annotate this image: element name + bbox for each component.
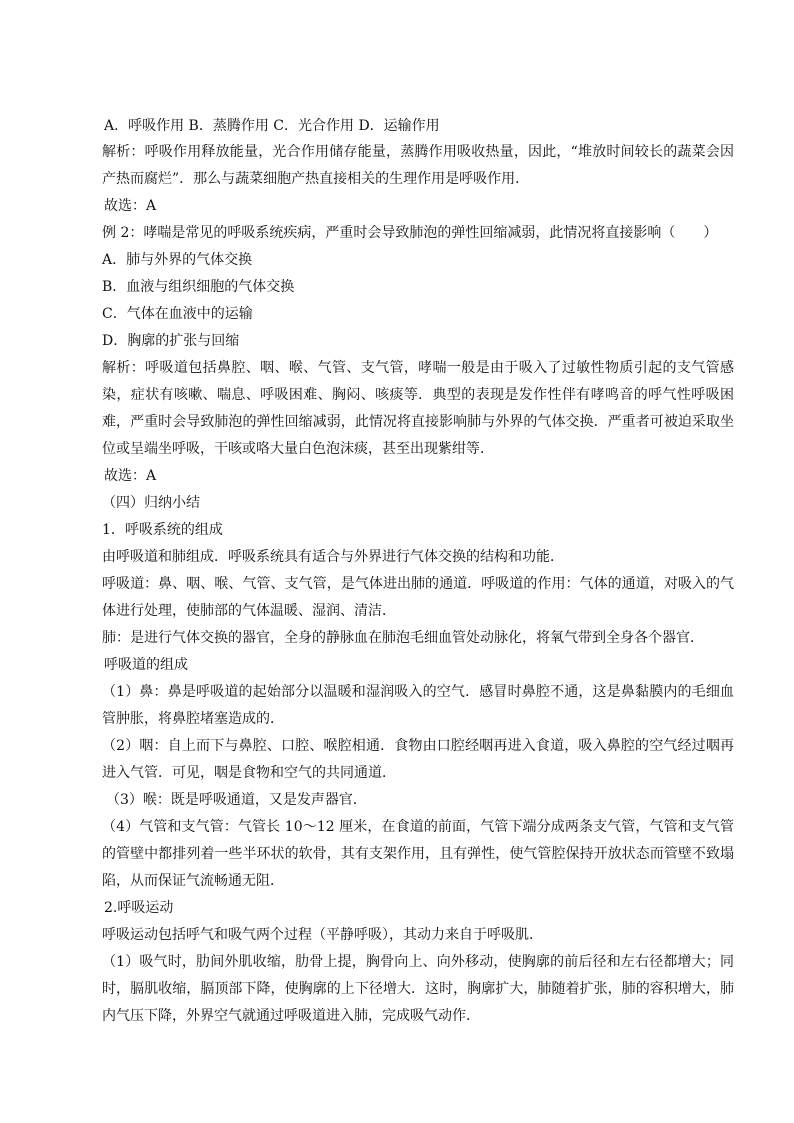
paragraph-lung: 肺：是进行气体交换的器官，全身的静脉血在肺泡毛细血管处动脉化，将氧气带到全身各个器官．	[102, 630, 704, 646]
paragraph-composition: 由呼吸道和肺组成．呼吸系统具有适合与外界进行气体交换的结构和功能．	[102, 549, 564, 565]
subheading-respiratory-system: 1．呼吸系统的组成	[102, 522, 223, 538]
section-heading-summary: （四）归纳小结	[102, 495, 200, 511]
subheading-airway-composition: 呼吸道的组成	[104, 657, 188, 673]
paragraph-airway: 呼吸道：鼻、咽、喉、气管、支气管，是气体进出肺的通道．呼吸道的作用：气体的通道，对吸入的气体进行处理，使肺部的气体温暖、湿润、清洁．	[102, 576, 734, 619]
paragraph-trachea: （4）气管和支气管：气管长 10～12 厘米，在食道的前面，气管下端分成两条支气管，气管和支气管的管壁中都排列着一些半环状的软骨，其有支架作用，且有弹性，使气管腔保持开放状态而管壁不致塌陷，从而保证气流畅通无阻．	[102, 819, 734, 889]
option-line: A．呼吸作用 B．蒸腾作用 C．光合作用 D．运输作用	[104, 118, 440, 134]
subheading-breathing-movement: 2.呼吸运动	[104, 900, 174, 916]
paragraph-pharynx: （2）咽：自上而下与鼻腔、口腔、喉腔相通．食物由口腔经咽再进入食道，吸入鼻腔的空气经过咽再进入气管．可见，咽是食物和空气的共同通道．	[102, 738, 734, 781]
paragraph-nose: （1）鼻：鼻是呼吸道的起始部分以温暖和湿润吸入的空气．感冒时鼻腔不通，这是鼻黏膜内的毛细血管肿胀，将鼻腔堵塞造成的．	[102, 684, 734, 727]
answer-line-2: 故选：A	[104, 468, 157, 484]
document-body	[102, 113, 734, 1030]
paragraph-larynx: （3）喉：既是呼吸通道，又是发声器官．	[106, 792, 367, 808]
analysis-paragraph: 解析：呼吸作用释放能量，光合作用储存能量，蒸腾作用吸收热量，因此，“堆放时间较长的蔬菜会因产热而腐烂”．那么与蔬菜细胞产热直接相关的生理作用是呼吸作用．	[102, 144, 734, 187]
option-c: C．气体在血液中的运输	[102, 306, 253, 322]
option-d: D．胸廓的扩张与回缩	[102, 333, 240, 349]
analysis-paragraph-2: 解析：呼吸道包括鼻腔、咽、喉、气管、支气管，哮喘一般是由于吸入了过敏性物质引起的支气管感染，症状有咳嗽、喘息、呼吸困难、胸闷、咳痰等．典型的表现是发作性伴有哮鸣音的呼气性呼吸困难，严重时会导致肺泡的弹性回缩减弱，此情况将直接影响肺与外界的气体交换．严重者可被迫采取坐位或呈端坐呼吸，干咳或咯大量白色泡沫痰，甚至出现紫绀等．	[102, 360, 734, 457]
option-b: B．血液与组织细胞的气体交换	[102, 279, 295, 295]
answer-line: 故选：A	[104, 198, 157, 214]
example-question: 例 2：哮喘是常见的呼吸系统疾病，严重时会导致肺泡的弹性回缩减弱，此情况将直接影响（ ）	[102, 225, 718, 241]
option-a: A．肺与外界的气体交换	[102, 252, 253, 268]
paragraph-breathing-intro: 呼吸运动包括呼气和吸气两个过程（平静呼吸），其动力来自于呼吸肌．	[102, 927, 543, 943]
paragraph-inhalation: （1）吸气时，肋间外肌收缩，肋骨上提，胸骨向上、向外移动，使胸廓的前后径和左右径都增大；同时，膈肌收缩，膈顶部下降，使胸廓的上下径增大．这时，胸廓扩大，肺随着扩张，肺的容积增大，肺内气压下降，外界空气就通过呼吸道进入肺，完成吸气动作．	[102, 954, 734, 1024]
